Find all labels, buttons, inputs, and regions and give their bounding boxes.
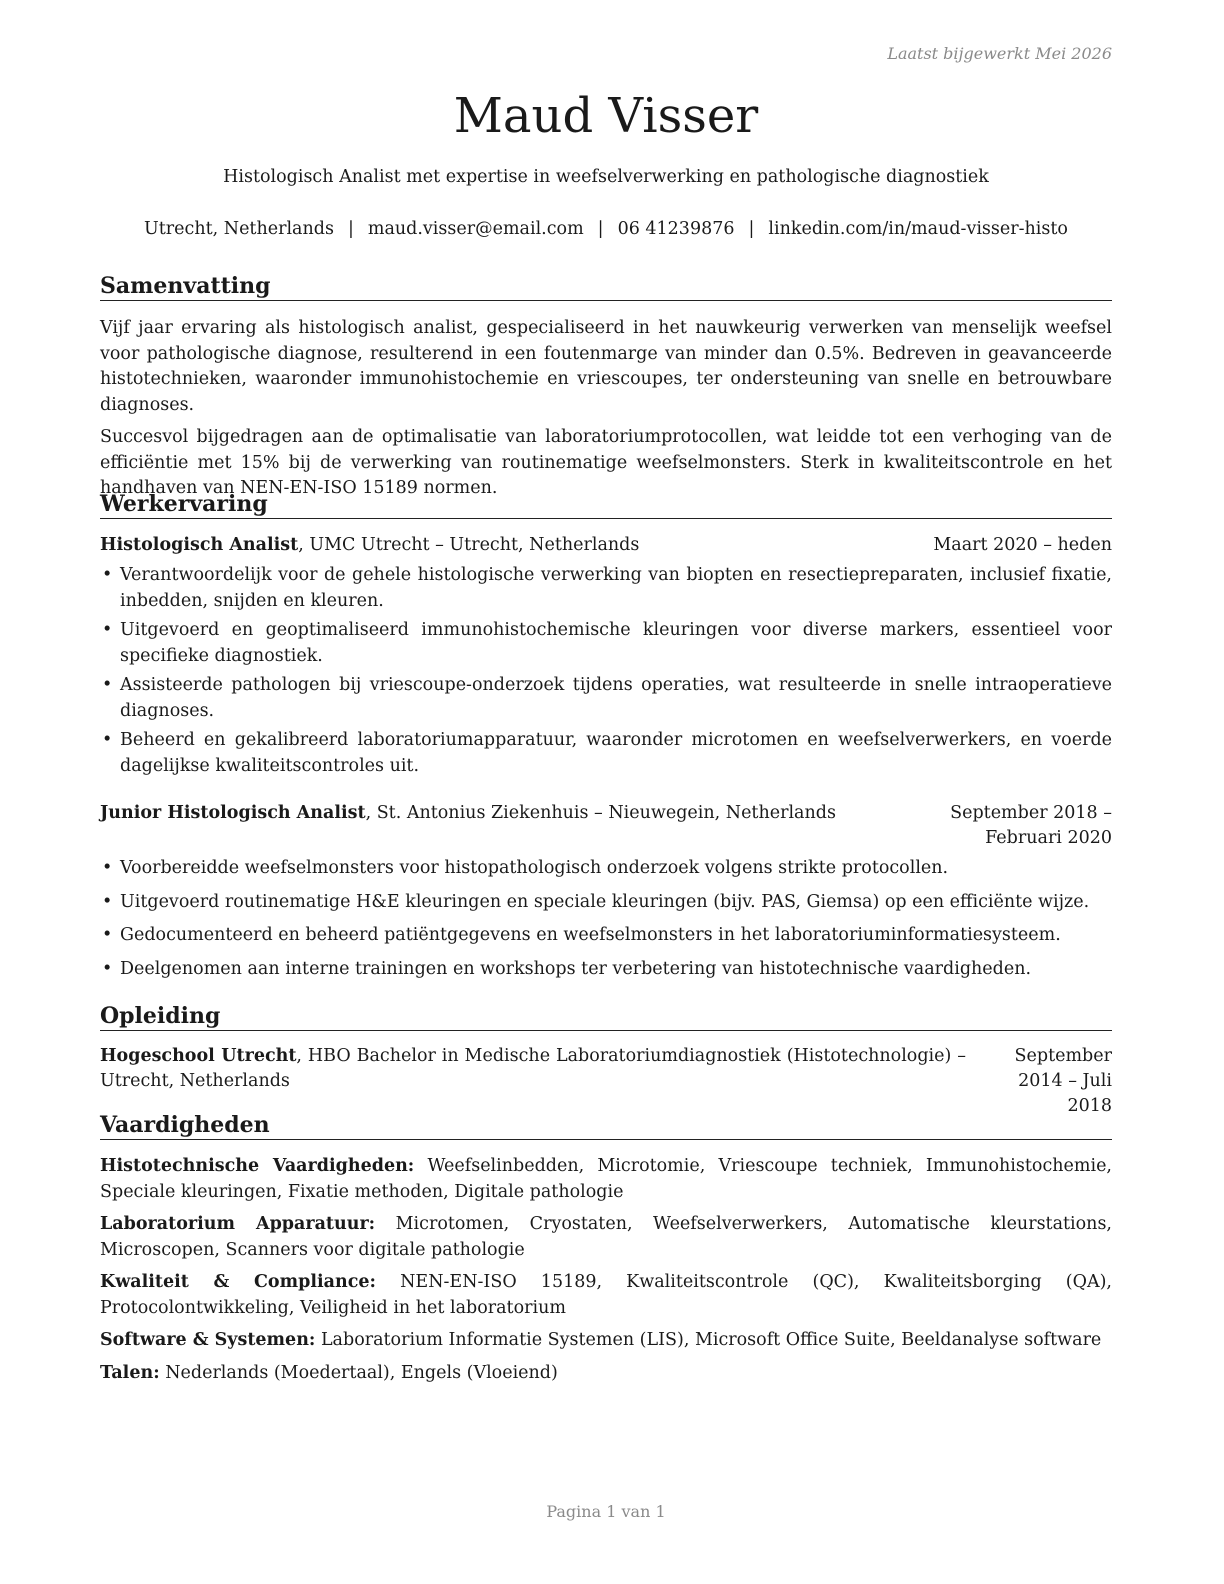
job-bullet: • Assisteerde pathologen bij vriescoupe-onderzoek tijdens operaties, wat resulteerde in snelle intraoperatieve diagnoses. xyxy=(100,673,1112,724)
job-dates: Maart 2020 – heden xyxy=(933,535,1112,555)
resume-page xyxy=(100,0,1112,1584)
skill-row xyxy=(100,1361,1112,1387)
job-header xyxy=(100,533,1112,558)
job-role: Junior Histologisch Analist xyxy=(100,803,366,823)
job-bullet: • Gedocumenteerd en beheerd patiëntgegevens en weefselmonsters in het laboratoriuminformatiesysteem. xyxy=(100,923,1112,949)
skills-section xyxy=(100,1111,1112,1386)
experience-section xyxy=(100,490,1112,982)
job-bullet: • Uitgevoerd en geoptimaliseerd immunohistochemische kleuringen voor diverse markers, essentieel voor specifieke diagnostiek. xyxy=(100,618,1112,669)
summary-paragraph: Succesvol bijgedragen aan de optimalisatie van laboratoriumprotocollen, wat leidde tot een verhoging van de efficiëntie met 15% bij de verwerking van routinematige weefselmonsters. Sterk in kwaliteitscontrole en het handhaven van NEN-EN-ISO 15189 normen. xyxy=(100,427,1112,498)
section-heading-experience: Werkervaring xyxy=(100,490,1112,519)
contact-separator: | xyxy=(347,219,354,239)
contact-line xyxy=(100,219,1112,239)
candidate-name: Maud Visser xyxy=(453,88,759,144)
skill-row xyxy=(100,1154,1112,1205)
job-organization: , St. Antonius Ziekenhuis – Nieuwegein, Netherlands xyxy=(365,803,836,823)
contact-separator: | xyxy=(748,219,755,239)
job-entry xyxy=(100,801,1112,982)
skill-row xyxy=(100,1212,1112,1263)
contact-email[interactable]: maud.visser@email.com xyxy=(367,219,584,239)
education-school: Hogeschool Utrecht xyxy=(100,1046,297,1066)
contact-location: Utrecht, Netherlands xyxy=(144,219,334,239)
job-entry xyxy=(100,533,1112,779)
job-bullets xyxy=(100,563,1112,779)
job-role: Histologisch Analist xyxy=(100,535,299,555)
skill-value: Microtomen, Cryostaten, Weefselverwerkers, Automatische kleurstations, Microscopen, Scanners voor digitale pathologie xyxy=(100,1214,1112,1260)
job-bullets xyxy=(100,856,1112,982)
skill-value: Nederlands (Moedertaal), Engels (Vloeiend) xyxy=(159,1362,558,1383)
skill-label: Kwaliteit & Compliance: xyxy=(100,1272,376,1292)
education-detail: , HBO Bachelor in Medische Laboratoriumdiagnostiek (Histotechnologie) – Utrecht, Netherlands xyxy=(100,1046,966,1091)
contact-separator: | xyxy=(597,219,604,239)
job-bullet: • Beheerd en gekalibreerd laboratoriumapparatuur, waaronder microtomen en weefselverwerkers, en voerde dagelijkse kwaliteitscontroles uit. xyxy=(100,728,1112,779)
job-header xyxy=(100,801,1112,851)
section-heading-skills: Vaardigheden xyxy=(100,1111,1112,1140)
skill-label: Software & Systemen: xyxy=(100,1330,316,1350)
skill-label: Talen: xyxy=(100,1362,160,1383)
skill-row xyxy=(100,1270,1112,1321)
skill-value: NEN-EN-ISO 15189, Kwaliteitscontrole (QC), Kwaliteitsborging (QA), Protocolontwikkeling, Veiligheid in het laboratorium xyxy=(100,1272,1112,1318)
job-bullet: • Uitgevoerd routinematige H&E kleuringen en speciale kleuringen (bijv. PAS, Giemsa) op een efficiënte wijze. xyxy=(100,890,1112,916)
contact-linkedin[interactable]: linkedin.com/in/maud-visser-histo xyxy=(768,219,1068,239)
job-bullet: • Voorbereidde weefselmonsters voor histopathologisch onderzoek volgens strikte protocollen. xyxy=(100,856,1112,882)
job-dates: September 2018 – Februari 2020 xyxy=(950,803,1112,848)
summary-section xyxy=(100,272,1112,502)
skill-row xyxy=(100,1328,1112,1354)
headline: Histologisch Analist met expertise in weefselverwerking en pathologische diagnostiek xyxy=(223,167,989,187)
summary-paragraph: Vijf jaar ervaring als histologisch analist, gespecialiseerd in het nauwkeurig verwerken van menselijk weefsel voor pathologische diagnose, resulterend in een foutenmarge van minder dan 0.5%. Bedreven in geavanceerde histotechnieken, waaronder immunohistochemie en vriescoupes, ter ondersteuning van snelle en betrouwbare diagnoses. xyxy=(100,318,1112,415)
section-heading-summary: Samenvatting xyxy=(100,272,1112,301)
job-organization: , UMC Utrecht – Utrecht, Netherlands xyxy=(298,535,640,555)
education-entry xyxy=(100,1044,1112,1119)
education-section xyxy=(100,1002,1112,1119)
skill-value: Laboratorium Informatie Systemen (LIS), Microsoft Office Suite, Beeldanalyse software xyxy=(315,1330,1102,1350)
job-bullet: • Verantwoordelijk voor de gehele histologische verwerking van biopten en resectiepreparaten, inclusief fixatie, inbedden, snijden en kleuren. xyxy=(100,563,1112,614)
skill-label: Histotechnische Vaardigheden: xyxy=(100,1156,415,1176)
job-bullet: • Deelgenomen aan interne trainingen en workshops ter verbetering van histotechnische vaardigheden. xyxy=(100,957,1112,983)
contact-phone: 06 41239876 xyxy=(617,219,735,239)
skill-label: Laboratorium Apparatuur: xyxy=(100,1214,376,1234)
page-number: Pagina 1 van 1 xyxy=(546,1502,666,1521)
last-updated-note: Laatst bijgewerkt Mei 2026 xyxy=(887,44,1112,63)
section-heading-education: Opleiding xyxy=(100,1002,1112,1031)
education-dates: September 2014 – Juli 2018 xyxy=(1014,1046,1112,1116)
skill-value: Weefselinbedden, Microtomie, Vriescoupe techniek, Immunohistochemie, Speciale kleuringen, Fixatie methoden, Digitale pathologie xyxy=(100,1156,1112,1202)
